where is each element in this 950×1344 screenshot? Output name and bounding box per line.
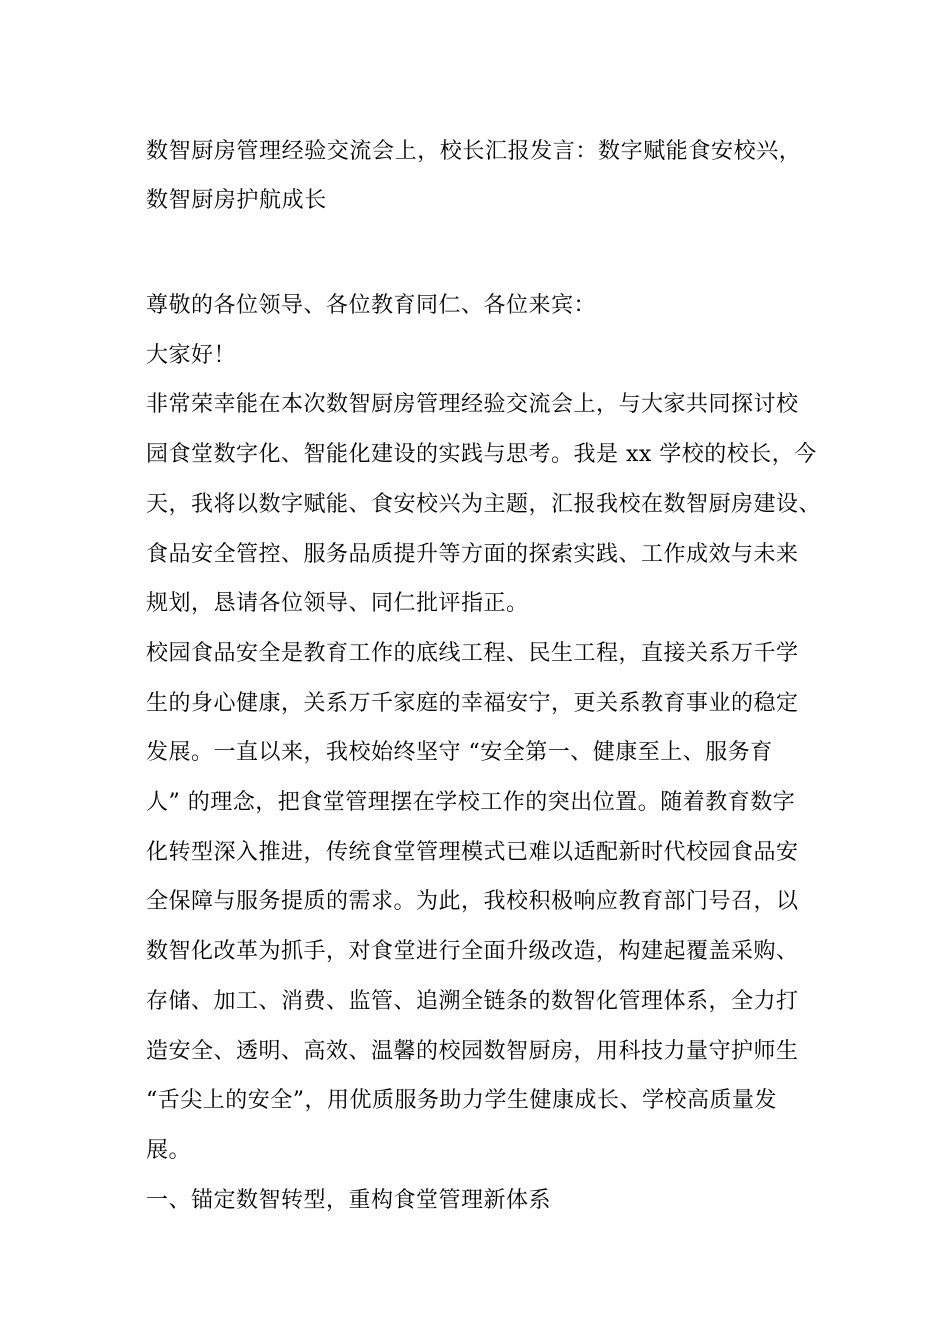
text-line: 化转型深入推进，传统食堂管理模式已难以适配新时代校园食品安 bbox=[146, 839, 799, 865]
text-line: 造安全、透明、高效、温馨的校园数智厨房，用科技力量守护师生 bbox=[146, 1038, 799, 1064]
document-body bbox=[146, 281, 826, 1225]
text-line: 生的身心健康，关系万千家庭的幸福安宁，更关系教育事业的稳定 bbox=[146, 690, 799, 716]
text-line: 校园食品安全是教育工作的底线工程、民生工程，直接关系万千学 bbox=[146, 640, 799, 666]
text-line: 人” 的理念，把食堂管理摆在学校工作的突出位置。随着教育数字 bbox=[146, 790, 796, 816]
text-line: “舌尖上的安全”，用优质服务助力学生健康成长、学校高质量发 bbox=[146, 1088, 777, 1114]
paragraph-intro bbox=[146, 380, 826, 629]
paragraph-background bbox=[146, 629, 826, 1176]
salutation: 尊敬的各位领导、各位教育同仁、各位来宾： bbox=[146, 293, 597, 318]
section-heading: 一、锚定数智转型，重构食堂管理新体系 bbox=[146, 1187, 552, 1213]
text-line: 全保障与服务提质的需求。为此，我校积极响应教育部门号召，以 bbox=[146, 889, 799, 915]
text-line: 规划，恳请各位领导、同仁批评指正。 bbox=[146, 591, 529, 617]
greeting: 大家好！ bbox=[146, 342, 237, 368]
text-line: 食品安全管控、服务品质提升等方面的探索实践、工作成效与未来 bbox=[146, 541, 799, 567]
text-line: 数智化改革为抓手，对食堂进行全面升级改造，构建起覆盖采购、 bbox=[146, 939, 799, 965]
title-line: 数智厨房护航成长 bbox=[146, 188, 327, 213]
title-line: 数智厨房管理经验交流会上，校长汇报发言：数字赋能食安校兴， bbox=[146, 139, 802, 164]
text-line: 天，我将以数字赋能、食安校兴为主题，汇报我校在数智厨房建设、 bbox=[146, 491, 822, 517]
text-line: 展。 bbox=[146, 1137, 192, 1163]
text-line: 存储、加工、消费、监管、追溯全链条的数智化管理体系，全力打 bbox=[146, 988, 799, 1014]
text-line: 发展。一直以来，我校始终坚守 “安全第一、健康至上、服务育 bbox=[146, 740, 773, 766]
text-line: 园食堂数字化、智能化建设的实践与思考。我是 xx 学校的校长，今 bbox=[146, 442, 817, 468]
text-line: 非常荣幸能在本次数智厨房管理经验交流会上，与大家共同探讨校 bbox=[146, 392, 799, 418]
document-title bbox=[146, 127, 836, 225]
